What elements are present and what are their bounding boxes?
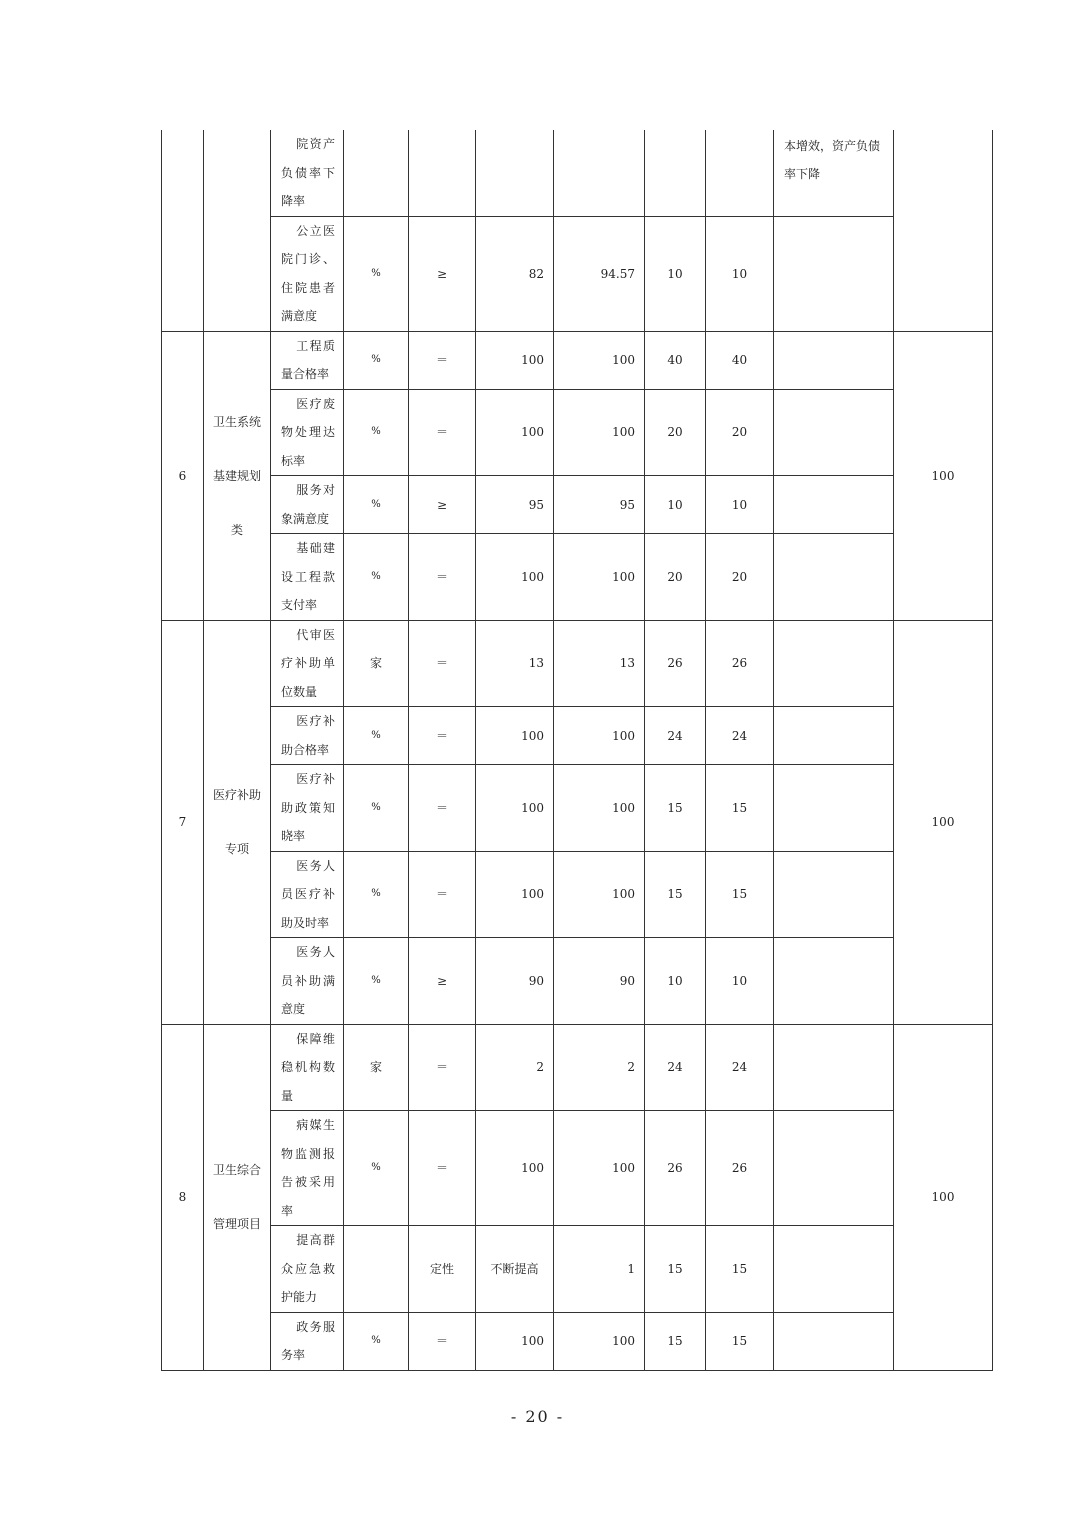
remarks-cell: [774, 389, 894, 476]
table-row: [162, 1024, 993, 1111]
table-row: [162, 534, 993, 621]
actual-value-cell: 13: [554, 620, 645, 707]
actual-value-cell: 100: [554, 1312, 645, 1370]
table-body: [162, 130, 993, 1370]
score-cell: 26: [706, 1111, 774, 1226]
weight-cell: 15: [645, 851, 706, 938]
table-row: [162, 765, 993, 852]
indicator-name-cell: [271, 534, 344, 621]
indicator-name: 政务服务率: [281, 1319, 335, 1362]
indicator-name: 病媒生物监测报告被采用率: [281, 1118, 335, 1218]
actual-value-cell: 100: [554, 534, 645, 621]
project-category-cell: [204, 1024, 271, 1370]
performance-indicator-table: [161, 130, 993, 1371]
score-cell: [706, 130, 774, 216]
target-value-cell: 100: [476, 1111, 554, 1226]
score-cell: 20: [706, 389, 774, 476]
sequence-number-cell: 8: [162, 1024, 204, 1370]
project-category-line: 类: [230, 522, 243, 537]
indicator-name-cell: [271, 938, 344, 1025]
unit-cell: %: [344, 765, 409, 852]
indicator-name-cell: [271, 1024, 344, 1111]
operator-cell: ＝: [409, 331, 476, 389]
indicator-name-cell: [271, 707, 344, 765]
project-category-cell: [204, 331, 271, 620]
indicator-name-cell: [271, 851, 344, 938]
project-category-cell: [204, 620, 271, 1024]
indicator-name-cell: [271, 130, 344, 216]
remarks-cell: [774, 1226, 894, 1313]
weight-cell: 40: [645, 331, 706, 389]
total-score-cell: 100: [894, 331, 993, 620]
table-row: [162, 1226, 993, 1313]
target-value-cell: 82: [476, 216, 554, 331]
operator-cell: [409, 130, 476, 216]
target-value-cell: 100: [476, 331, 554, 389]
target-value-cell: 100: [476, 534, 554, 621]
target-value-cell: 2: [476, 1024, 554, 1111]
score-cell: 26: [706, 620, 774, 707]
operator-cell: ＝: [409, 534, 476, 621]
actual-value-cell: 2: [554, 1024, 645, 1111]
indicator-name: 医务人员医疗补助及时率: [281, 858, 335, 930]
score-cell: 20: [706, 534, 774, 621]
score-cell: 24: [706, 707, 774, 765]
remarks-cell: [774, 1024, 894, 1111]
unit-cell: %: [344, 851, 409, 938]
table-row: [162, 389, 993, 476]
unit-cell: 家: [344, 620, 409, 707]
table-row: [162, 331, 993, 389]
operator-cell: ≥: [409, 938, 476, 1025]
weight-cell: 24: [645, 1024, 706, 1111]
target-value-cell: 95: [476, 476, 554, 534]
remarks-cell: [774, 216, 894, 331]
indicator-name-cell: [271, 1226, 344, 1313]
score-cell: 10: [706, 216, 774, 331]
target-value-cell: 13: [476, 620, 554, 707]
remarks-cell: 本增效，资产负债率下降: [774, 130, 894, 216]
indicator-name-cell: [271, 1111, 344, 1226]
indicator-name-cell: [271, 765, 344, 852]
unit-cell: 家: [344, 1024, 409, 1111]
operator-cell: ≥: [409, 476, 476, 534]
score-cell: 15: [706, 1312, 774, 1370]
actual-value-cell: 1: [554, 1226, 645, 1313]
actual-value-cell: 100: [554, 331, 645, 389]
remarks-cell: [774, 331, 894, 389]
score-cell: 10: [706, 938, 774, 1025]
target-value-cell: 100: [476, 765, 554, 852]
unit-cell: %: [344, 534, 409, 621]
unit-cell: %: [344, 331, 409, 389]
actual-value-cell: 90: [554, 938, 645, 1025]
operator-cell: ＝: [409, 765, 476, 852]
total-score-cell: 100: [894, 620, 993, 1024]
indicator-name: 代审医疗补助单位数量: [281, 627, 335, 699]
indicator-name: 医务人员补助满意度: [281, 945, 335, 1016]
actual-value-cell: 100: [554, 707, 645, 765]
unit-cell: %: [344, 476, 409, 534]
total-score-cell: [894, 130, 993, 331]
weight-cell: 15: [645, 765, 706, 852]
total-score-cell: 100: [894, 1024, 993, 1370]
unit-cell: %: [344, 1111, 409, 1226]
remarks-cell: [774, 476, 894, 534]
indicator-name-cell: [271, 1312, 344, 1370]
score-cell: 15: [706, 1226, 774, 1313]
operator-cell: ＝: [409, 389, 476, 476]
weight-cell: 10: [645, 938, 706, 1025]
remarks-cell: [774, 851, 894, 938]
table-row: [162, 130, 993, 216]
remarks-cell: [774, 1111, 894, 1226]
weight-cell: 15: [645, 1312, 706, 1370]
operator-cell: ＝: [409, 1312, 476, 1370]
target-value-cell: 100: [476, 707, 554, 765]
score-cell: 15: [706, 851, 774, 938]
remarks-cell: [774, 1312, 894, 1370]
table-row: [162, 851, 993, 938]
unit-cell: %: [344, 216, 409, 331]
actual-value-cell: 100: [554, 765, 645, 852]
project-category-line: 基建规划: [212, 468, 261, 483]
target-value-cell: 100: [476, 1312, 554, 1370]
table-row: [162, 707, 993, 765]
indicator-name-cell: [271, 331, 344, 389]
weight-cell: 15: [645, 1226, 706, 1313]
remarks-cell: [774, 620, 894, 707]
remarks-cell: [774, 534, 894, 621]
project-category-line: 专项: [224, 842, 249, 856]
weight-cell: 10: [645, 476, 706, 534]
score-cell: 40: [706, 331, 774, 389]
weight-cell: 24: [645, 707, 706, 765]
indicator-name: 工程质量合格率: [281, 338, 335, 381]
score-cell: 15: [706, 765, 774, 852]
weight-cell: 26: [645, 1111, 706, 1226]
project-category-line: 卫生系统: [212, 414, 261, 429]
table-row: [162, 1312, 993, 1370]
unit-cell: %: [344, 707, 409, 765]
actual-value-cell: [554, 130, 645, 216]
indicator-name: 医疗补助政策知晓率: [281, 772, 335, 843]
unit-cell: [344, 130, 409, 216]
indicator-name: 基础建设工程款支付率: [281, 541, 335, 612]
operator-cell: ＝: [409, 620, 476, 707]
weight-cell: 26: [645, 620, 706, 707]
weight-cell: 10: [645, 216, 706, 331]
weight-cell: [645, 130, 706, 216]
indicator-name: 医疗补助合格率: [281, 714, 335, 757]
operator-cell: ＝: [409, 851, 476, 938]
project-category-line: 卫生综合: [212, 1163, 261, 1177]
actual-value-cell: 95: [554, 476, 645, 534]
operator-cell: ＝: [409, 707, 476, 765]
unit-cell: %: [344, 1312, 409, 1370]
actual-value-cell: 100: [554, 389, 645, 476]
indicator-name: 院资产负债率下降率: [281, 137, 335, 208]
target-value-cell: 不断提高: [476, 1226, 554, 1313]
target-value-cell: 100: [476, 851, 554, 938]
project-category-line: 管理项目: [212, 1217, 261, 1231]
unit-cell: %: [344, 389, 409, 476]
score-cell: 10: [706, 476, 774, 534]
indicator-name: 服务对象满意度: [281, 483, 335, 526]
sequence-number-cell: 6: [162, 331, 204, 620]
target-value-cell: 100: [476, 389, 554, 476]
unit-cell: %: [344, 938, 409, 1025]
remarks-cell: [774, 938, 894, 1025]
operator-cell: ＝: [409, 1111, 476, 1226]
indicator-name: 医疗废物处理达标率: [281, 396, 335, 468]
actual-value-cell: 100: [554, 1111, 645, 1226]
table-row: [162, 938, 993, 1025]
sequence-number-cell: 7: [162, 620, 204, 1024]
weight-cell: 20: [645, 389, 706, 476]
target-value-cell: [476, 130, 554, 216]
table-row: [162, 216, 993, 331]
indicator-name-cell: [271, 389, 344, 476]
remarks-cell: [774, 765, 894, 852]
table-row: [162, 1111, 993, 1226]
weight-cell: 20: [645, 534, 706, 621]
actual-value-cell: 100: [554, 851, 645, 938]
remarks-cell: [774, 707, 894, 765]
table-row: [162, 476, 993, 534]
actual-value-cell: 94.57: [554, 216, 645, 331]
indicator-name-cell: [271, 620, 344, 707]
score-cell: 24: [706, 1024, 774, 1111]
project-category-cell: [204, 130, 271, 331]
page-number: - 20 -: [510, 1407, 565, 1426]
target-value-cell: 90: [476, 938, 554, 1025]
operator-cell: 定性: [409, 1226, 476, 1313]
operator-cell: ≥: [409, 216, 476, 331]
sequence-number-cell: [162, 130, 204, 331]
unit-cell: [344, 1226, 409, 1313]
project-category-line: 医疗补助: [212, 788, 261, 802]
indicator-name-cell: [271, 476, 344, 534]
operator-cell: ＝: [409, 1024, 476, 1111]
indicator-name: 保障维稳机构数量: [281, 1031, 335, 1103]
indicator-name: 提高群众应急救护能力: [281, 1233, 335, 1304]
table-row: [162, 620, 993, 707]
indicator-name: 公立医院门诊、住院患者满意度: [281, 223, 335, 323]
indicator-name-cell: [271, 216, 344, 331]
